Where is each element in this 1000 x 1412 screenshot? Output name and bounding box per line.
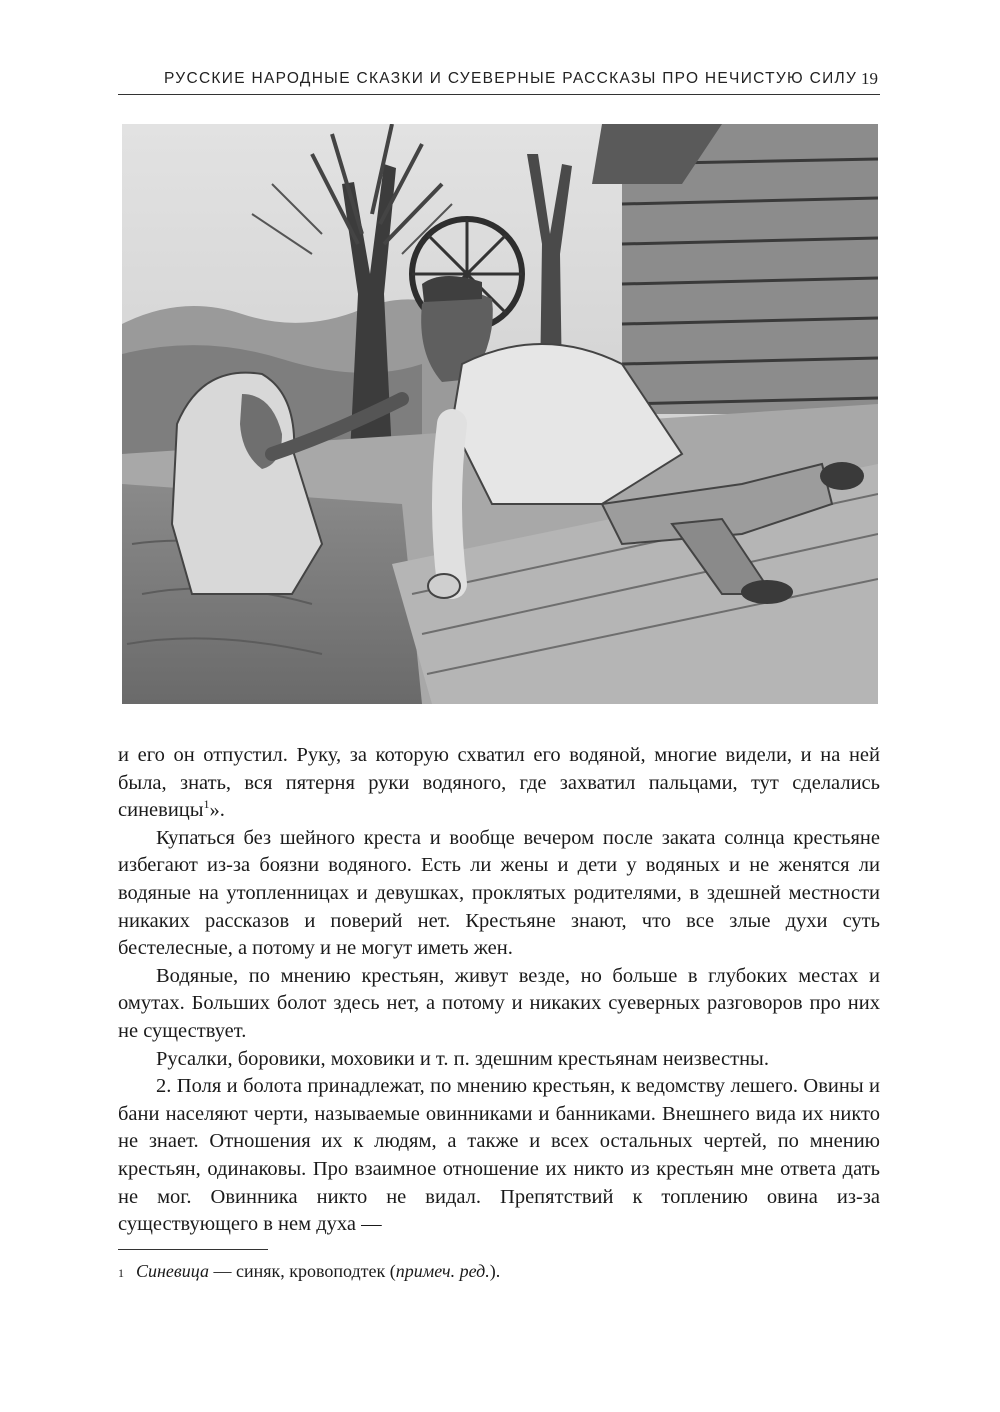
footnote-definition: — синяк, кровоподтек ( bbox=[208, 1261, 396, 1281]
paragraph-text: и его он отпустил. Руку, за которую схватил его водяной, многие видели, и на ней была, знать, вся пятерня руки водяного, где захватил пальцами, тут сделались синевицы bbox=[118, 744, 880, 822]
drawing-of-old-woman-grabbing-man-on-boardwalk-icon bbox=[122, 124, 878, 704]
footnote-end: ). bbox=[489, 1261, 501, 1281]
footnote-term: Синевица bbox=[136, 1261, 209, 1281]
paragraph: Водяные, по мнению крестьян, живут везде, но больше в глубоких местах и омутах. Больших болот здесь нет, а потому и никаких суеверных разговоров про них не существует. bbox=[118, 964, 880, 1042]
footnote bbox=[118, 1258, 880, 1284]
paragraph: 2. Поля и болота принадлежат, по мнению крестьян, к ведомству лешего. Овины и бани населяют черти, называемые овинниками и банниками. Внешнего вида их никто не знает. Отношения их к людям, а также и всех остальных чертей, по мнению крестьян, одинаковы. Про взаимное отношение их никто из крестьян мне ответа дать не мог. Овинника никто не видал. Препятствий к топлению овина из-за существующего в нем духа — bbox=[118, 1075, 880, 1236]
body-text bbox=[118, 742, 880, 1239]
paragraph: Русалки, боровики, моховики и т. п. здешним крестьянам неизвестны. bbox=[156, 1047, 769, 1070]
illustration bbox=[122, 124, 878, 704]
paragraph bbox=[118, 742, 880, 825]
running-header bbox=[118, 64, 880, 95]
footnote-number: 1 bbox=[118, 1266, 124, 1280]
footnote-note: примеч. ред. bbox=[395, 1261, 490, 1281]
footnote-divider bbox=[118, 1249, 268, 1250]
header-title: РУССКИЕ НАРОДНЫЕ СКАЗКИ И СУЕВЕРНЫЕ РАССКАЗЫ ПРО НЕЧИСТУЮ СИЛУ bbox=[164, 70, 858, 87]
paragraph-end: ». bbox=[209, 799, 225, 822]
page-number: 19 bbox=[861, 69, 878, 88]
paragraph: Купаться без шейного креста и вообще вечером после заката солнца крестьяне избегают из-за боязни водяного. Есть ли жены и дети у водяных и не женятся ли водяные на утопленницах и девушках, проклятых родителями, в здешней местности никаких рассказов и поверий нет. Крестьяне знают, что все злые духи суть бестелесные, а потому и не могут иметь жен. bbox=[118, 826, 880, 960]
footnote-ref[interactable]: 1 bbox=[203, 797, 210, 812]
